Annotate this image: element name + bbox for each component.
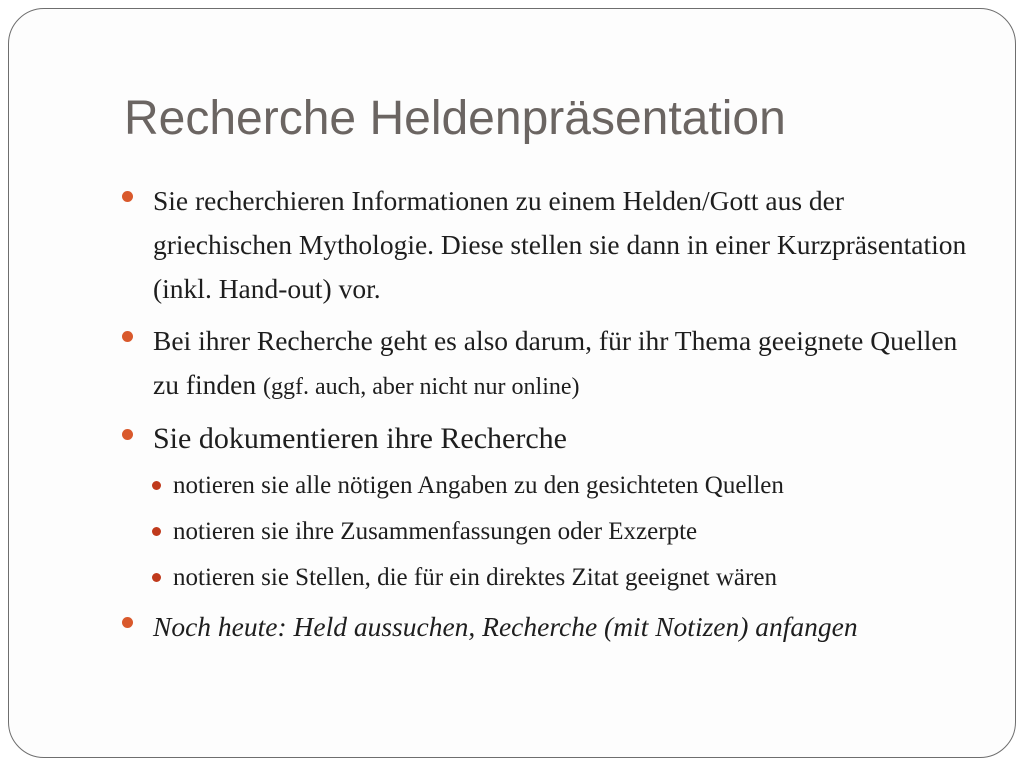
sub-bullet-text: notieren sie Stellen, die für ein direktes Zitat geeignet wären <box>173 564 777 591</box>
sub-bullet-text: notieren sie ihre Zusammenfassungen oder Exzerpte <box>173 518 698 545</box>
bullet-dot-icon <box>122 331 133 342</box>
bullet-dot-icon <box>122 429 133 440</box>
bullet-note: (ggf. auch, aber nicht nur online) <box>262 374 580 400</box>
bullet-text: Noch heute: Held aussuchen, Recherche (mit Notizen) anfangen <box>153 611 858 642</box>
sub-bullet-dot-icon <box>152 573 161 582</box>
bullet-item <box>122 417 972 461</box>
sub-bullet-text: notieren sie alle nötigen Angaben zu den gesichteten Quellen <box>173 472 784 499</box>
bullet-list <box>122 179 972 657</box>
slide-title: Recherche Heldenpräsentation <box>124 92 786 145</box>
sub-bullet-list <box>152 463 972 601</box>
bullet-item <box>122 319 972 409</box>
sub-bullet-item <box>152 509 972 555</box>
sub-bullet-dot-icon <box>152 481 161 490</box>
slide-frame <box>8 8 1016 758</box>
bullet-dot-icon <box>122 617 133 628</box>
sub-bullet-item <box>152 555 972 601</box>
bullet-item <box>122 605 972 649</box>
bullet-text: Sie recherchieren Informationen zu einem Helden/Gott aus der griechischen Mythologie. Diese stellen sie dann in einer Kurzpräsentation (inkl. Hand-out) vor. <box>153 185 967 304</box>
bullet-text: Sie dokumentieren ihre Recherche <box>153 422 567 455</box>
bullet-text: Bei ihrer Recherche geht es also darum, für ihr Thema geeignete Quellen zu finden <box>153 325 958 400</box>
bullet-dot-icon <box>122 191 133 202</box>
sub-bullet-item <box>152 463 972 509</box>
sub-bullet-dot-icon <box>152 527 161 536</box>
bullet-item <box>122 179 972 311</box>
